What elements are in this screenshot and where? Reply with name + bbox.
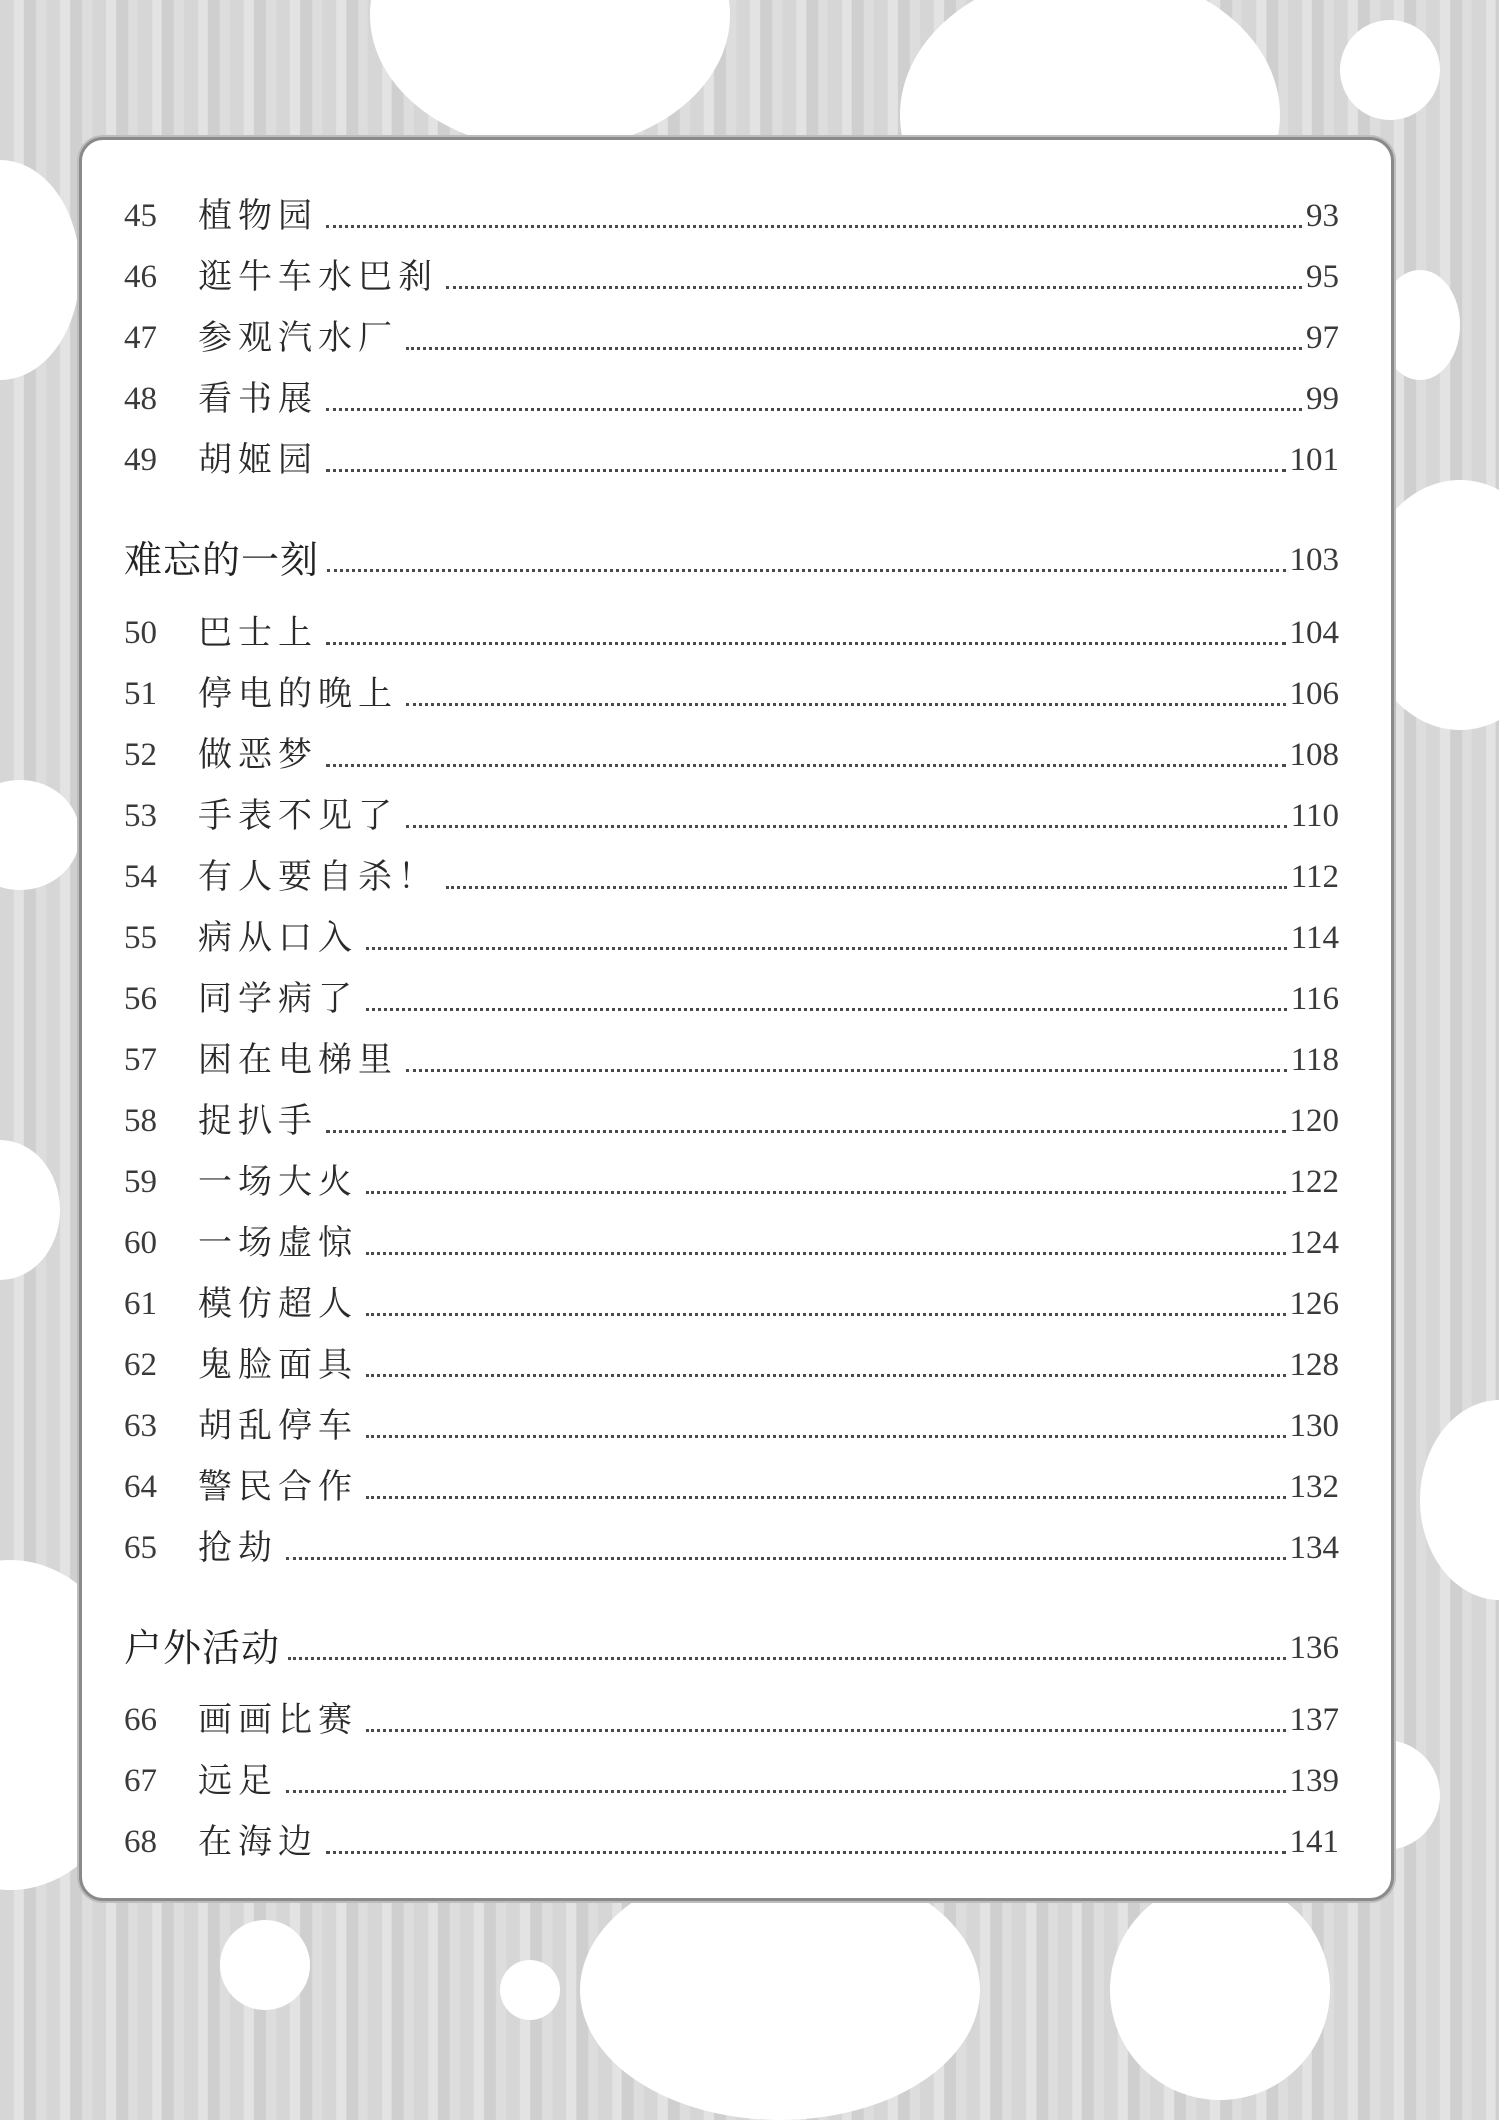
toc-entry[interactable]	[124, 605, 1339, 655]
page-number: 101	[1289, 442, 1339, 478]
entry-number: 63	[124, 1408, 157, 1444]
page-number: 124	[1289, 1225, 1339, 1261]
entry-number: 61	[124, 1286, 157, 1322]
entry-title: 远足	[198, 1761, 278, 1801]
toc-entry[interactable]	[124, 727, 1339, 777]
toc-entry[interactable]	[124, 1154, 1339, 1204]
dot-leader	[326, 1130, 1286, 1133]
entry-number: 52	[124, 737, 157, 773]
dot-leader	[406, 703, 1286, 706]
page-number: 126	[1289, 1286, 1339, 1322]
entry-number: 54	[124, 859, 157, 895]
dot-leader	[366, 1008, 1287, 1011]
page-number: 139	[1289, 1763, 1339, 1799]
toc-entry[interactable]	[124, 666, 1339, 716]
entry-title: 一场大火	[198, 1162, 358, 1202]
page-number: 97	[1306, 320, 1339, 356]
table-of-contents-panel	[79, 137, 1394, 1901]
page-number: 118	[1290, 1042, 1339, 1078]
entry-number: 60	[124, 1225, 157, 1261]
entry-title: 画画比赛	[198, 1700, 358, 1740]
dot-leader	[326, 1851, 1286, 1854]
entry-title: 巴士上	[198, 613, 318, 653]
page-number: 141	[1289, 1824, 1339, 1860]
entry-title: 逛牛车水巴刹	[198, 257, 438, 297]
toc-entry[interactable]	[124, 432, 1339, 482]
entry-title: 病从口入	[198, 918, 358, 958]
page-number: 93	[1306, 198, 1339, 234]
entry-number: 46	[124, 259, 157, 295]
toc-section-heading[interactable]	[124, 532, 1339, 582]
background-circle	[1340, 20, 1440, 120]
page-number: 112	[1290, 859, 1339, 895]
toc-entry[interactable]	[124, 971, 1339, 1021]
toc-entry[interactable]	[124, 188, 1339, 238]
page-number: 132	[1289, 1469, 1339, 1505]
entry-number: 49	[124, 442, 157, 478]
entry-number: 59	[124, 1164, 157, 1200]
page-number: 114	[1290, 920, 1339, 956]
entry-title: 同学病了	[198, 979, 358, 1019]
toc-entry[interactable]	[124, 1814, 1339, 1864]
toc-entry[interactable]	[124, 1520, 1339, 1570]
dot-leader	[366, 1435, 1286, 1438]
entry-title: 手表不见了	[198, 796, 398, 836]
entry-number: 68	[124, 1824, 157, 1860]
entry-number: 45	[124, 198, 157, 234]
dot-leader	[286, 1557, 1286, 1560]
dot-leader	[446, 886, 1287, 889]
entry-title: 鬼脸面具	[198, 1345, 358, 1385]
entry-number: 66	[124, 1702, 157, 1738]
page-number: 104	[1289, 615, 1339, 651]
page-number: 130	[1289, 1408, 1339, 1444]
entry-number: 67	[124, 1763, 157, 1799]
entry-number: 56	[124, 981, 157, 1017]
page-number: 136	[1289, 1630, 1339, 1666]
entry-number: 57	[124, 1042, 157, 1078]
dot-leader	[288, 1657, 1285, 1660]
page-number: 103	[1289, 542, 1339, 578]
toc-entry[interactable]	[124, 1753, 1339, 1803]
entry-title: 胡姬园	[198, 440, 318, 480]
dot-leader	[326, 469, 1286, 472]
entry-number: 50	[124, 615, 157, 651]
entry-title: 警民合作	[198, 1467, 358, 1507]
page-number: 99	[1306, 381, 1339, 417]
entry-title: 有人要自杀！	[198, 857, 438, 897]
dot-leader	[326, 764, 1286, 767]
entry-number: 55	[124, 920, 157, 956]
dot-leader	[366, 947, 1287, 950]
toc-entry[interactable]	[124, 788, 1339, 838]
entry-title: 胡乱停车	[198, 1406, 358, 1446]
toc-entry[interactable]	[124, 1692, 1339, 1742]
entry-title: 参观汽水厂	[198, 318, 398, 358]
toc-entry[interactable]	[124, 1398, 1339, 1448]
entry-title: 看书展	[198, 379, 318, 419]
dot-leader	[326, 642, 1286, 645]
dot-leader	[446, 286, 1302, 289]
dot-leader	[406, 1069, 1287, 1072]
page-number: 95	[1306, 259, 1339, 295]
dot-leader	[326, 408, 1302, 411]
page-number: 137	[1289, 1702, 1339, 1738]
background-circle	[0, 780, 80, 890]
entry-number: 58	[124, 1103, 157, 1139]
entry-number: 51	[124, 676, 157, 712]
background-circle	[0, 1140, 60, 1280]
page-number: 128	[1289, 1347, 1339, 1383]
page-number: 120	[1289, 1103, 1339, 1139]
background-circle	[1110, 1880, 1330, 2100]
dot-leader	[366, 1374, 1286, 1377]
entry-title: 困在电梯里	[198, 1040, 398, 1080]
entry-title: 停电的晚上	[198, 674, 398, 714]
entry-title: 捉扒手	[198, 1101, 318, 1141]
toc-entry[interactable]	[124, 910, 1339, 960]
page-number: 108	[1289, 737, 1339, 773]
page-number: 110	[1290, 798, 1339, 834]
dot-leader	[326, 225, 1302, 228]
page-number: 106	[1289, 676, 1339, 712]
background-circle	[1420, 1400, 1499, 1600]
entry-number: 65	[124, 1530, 157, 1566]
background-circle	[370, 0, 730, 150]
dot-leader	[366, 1252, 1286, 1255]
dot-leader	[406, 825, 1287, 828]
background-circle	[220, 1920, 310, 2010]
entry-title: 一场虚惊	[198, 1223, 358, 1263]
toc-entry[interactable]	[124, 249, 1339, 299]
section-title: 户外活动	[124, 1626, 281, 1670]
entry-title: 抢劫	[198, 1528, 278, 1568]
entry-title: 做恶梦	[198, 735, 318, 775]
table-of-contents	[82, 140, 1391, 1898]
toc-entry[interactable]	[124, 371, 1339, 421]
section-title: 难忘的一刻	[124, 538, 320, 582]
toc-entry[interactable]	[124, 849, 1339, 899]
entry-number: 47	[124, 320, 157, 356]
toc-entry[interactable]	[124, 1215, 1339, 1265]
toc-entry[interactable]	[124, 1093, 1339, 1143]
toc-entry[interactable]	[124, 1459, 1339, 1509]
toc-entry[interactable]	[124, 1276, 1339, 1326]
toc-entry[interactable]	[124, 310, 1339, 360]
toc-entry[interactable]	[124, 1032, 1339, 1082]
dot-leader	[366, 1729, 1286, 1732]
dot-leader	[327, 569, 1285, 572]
entry-title: 在海边	[198, 1822, 318, 1862]
entry-title: 植物园	[198, 196, 318, 236]
entry-title: 模仿超人	[198, 1284, 358, 1324]
dot-leader	[366, 1496, 1286, 1499]
entry-number: 53	[124, 798, 157, 834]
toc-section-heading[interactable]	[124, 1620, 1339, 1670]
entry-number: 48	[124, 381, 157, 417]
entry-number: 64	[124, 1469, 157, 1505]
dot-leader	[366, 1191, 1286, 1194]
page-number: 116	[1290, 981, 1339, 1017]
dot-leader	[406, 347, 1302, 350]
dot-leader	[286, 1790, 1286, 1793]
background-circle	[1160, 1920, 1220, 1980]
page-number: 122	[1289, 1164, 1339, 1200]
entry-number: 62	[124, 1347, 157, 1383]
page-number: 134	[1289, 1530, 1339, 1566]
background-circle	[0, 160, 80, 380]
background-circle	[500, 1960, 560, 2020]
toc-entry[interactable]	[124, 1337, 1339, 1387]
dot-leader	[366, 1313, 1286, 1316]
